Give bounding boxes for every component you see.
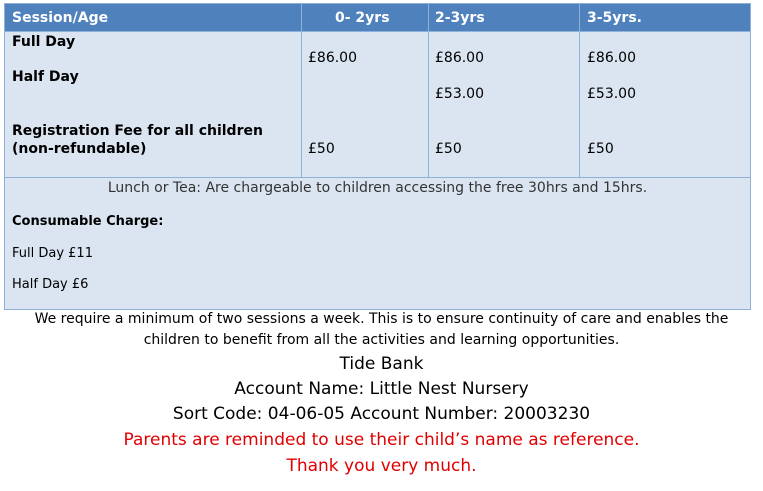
header-age-0-2: 0- 2yrs [302,4,429,32]
table-row [5,32,751,178]
consumable-charge-title: Consumable Charge: [12,214,164,229]
registration-fee-2-3: £50 [435,141,462,157]
price-cell-2-3 [429,32,580,178]
registration-fee-3-5: £50 [587,141,614,157]
fee-table [4,3,751,310]
consumables-cell [5,178,751,310]
header-session-age: Session/Age [5,4,302,32]
table-footer-row [5,178,751,310]
registration-label-line2: (non-refundable) [12,141,147,157]
session-label-cell [5,32,302,178]
consumable-full-day: Full Day £11 [12,246,93,261]
full-day-label: Full Day [12,34,76,50]
full-day-price-2-3: £86.00 [435,50,484,66]
half-day-price-3-5: £53.00 [587,86,636,102]
price-cell-3-5 [580,32,751,178]
registration-fee-0-2: £50 [308,141,335,157]
minimum-sessions-line2: children to benefit from all the activities and learning opportunities. [143,332,620,348]
thank-you: Thank you very much. [286,456,477,476]
reference-reminder: Parents are reminded to use their child’s name as reference. [123,430,640,450]
sort-code-account-number: Sort Code: 04-06-05 Account Number: 20003230 [172,404,591,424]
price-cell-0-2 [302,32,429,178]
registration-label-line1: Registration Fee for all children [12,123,263,139]
lunch-tea-note: Lunch or Tea: Are chargeable to children accessing the free 30hrs and 15hrs. [107,180,648,196]
consumable-half-day: Half Day £6 [12,277,89,292]
header-age-3-5: 3-5yrs. [580,4,751,32]
minimum-sessions-line1: We require a minimum of two sessions a week. This is to ensure continuity of care and enables the [34,311,729,327]
table-header-row [5,4,751,32]
full-day-price-3-5: £86.00 [587,50,636,66]
account-name: Account Name: Little Nest Nursery [234,379,529,399]
header-age-2-3: 2-3yrs [429,4,580,32]
full-day-price-0-2: £86.00 [308,50,357,66]
half-day-price-2-3: £53.00 [435,86,484,102]
bank-name: Tide Bank [339,354,424,374]
half-day-label: Half Day [12,69,79,85]
